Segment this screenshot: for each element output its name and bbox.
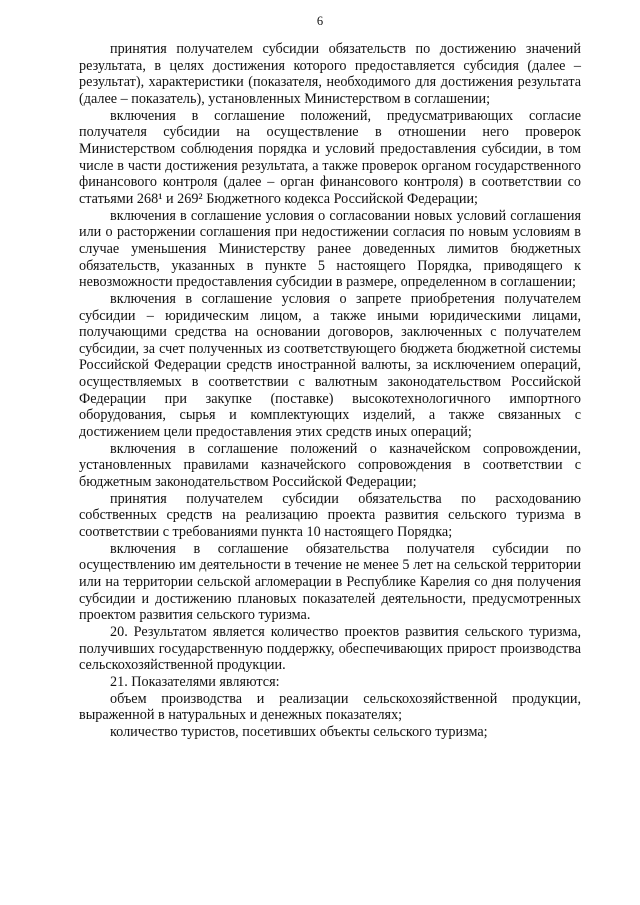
paragraph-own-funds: принятия получателем субсидии обязательства по расходованию собственных средств на реализацию проекта развития сельского туризма в соответствии с требованиями пункта 10 настоящего Порядка; (79, 490, 581, 541)
paragraph-new-conditions: включения в соглашение условия о согласовании новых условий соглашения или о расторжении соглашения при недостижении согласия по новым условиям в случае уменьшения Министерству ранее доведенных лимитов бюджетных обязательств, указанных в пункте 5 настоящего Порядка, приводящего к невозможности предоставления субсидии в размере, определенном в соглашении; (79, 207, 581, 291)
paragraph-treasury-support: включения в соглашение положений о казначейском сопровождении, установленных правилами казначейского сопровождения в соответствии с бюджетным законодательством Российской Федерации; (79, 440, 581, 491)
paragraph-result-definition: 20. Результатом является количество проектов развития сельского туризма, получивших государственную поддержку, обеспечивающих прирост производства сельскохозяйственной продукции. (79, 623, 581, 674)
paragraph-inspection-consent: включения в соглашение положений, предусматривающих согласие получателя субсидии на осуществление в отношении него проверок Министерством соблюдения порядка и условий предоставления субсидии, в том числе в части достижения результата, а также проверок органом государственного финансового контроля (далее – орган финансового контроля) в соответствии со статьями 268¹ и 269² Бюджетного кодекса Российской Федерации; (79, 107, 581, 207)
paragraph-activity-obligation: включения в соглашение обязательства получателя субсидии по осуществлению им деятельности в течение не менее 5 лет на сельской территории или на территории сельской агломерации в Республике Карелия со дня получения субсидии и достижению плановых показателей деятельности, предусмотренных проектом развития сельского туризма. (79, 540, 581, 624)
paragraph-result-obligation: принятия получателем субсидии обязательств по достижению значений результата, в целях достижения которого предоставляется субсидия (далее – результат), характеристики (показателя, необходимого для достижения результата (далее – показатель), установленных Министерством в соглашении; (79, 41, 581, 107)
paragraph-currency-prohibition: включения в соглашение условия о запрете приобретения получателем субсидии – юридическим лицом, а также иными юридическими лицами, получающими средства на основании договоров, заключенных с получателем субсидии, за счет полученных из соответствующего бюджета бюджетной системы Российской Федерации средств иностранной валюты, за исключением операций, осуществляемых в соответствии с валютным законодательством Российской Федерации при закупке (поставке) высокотехнологичного импортного оборудования, сырья и комплектующих изделий, а также связанных с достижением цели предоставления этих средств иных операций; (79, 290, 581, 441)
paragraph-indicators-heading: 21. Показателями являются: (110, 673, 280, 690)
paragraph-indicator-tourists: количество туристов, посетивших объекты сельского туризма; (110, 723, 488, 740)
paragraph-indicator-production: объем производства и реализации сельскохозяйственной продукции, выраженной в натуральных и денежных показателях; (79, 690, 581, 724)
page-number: 6 (316, 14, 324, 28)
document-body (79, 41, 581, 741)
